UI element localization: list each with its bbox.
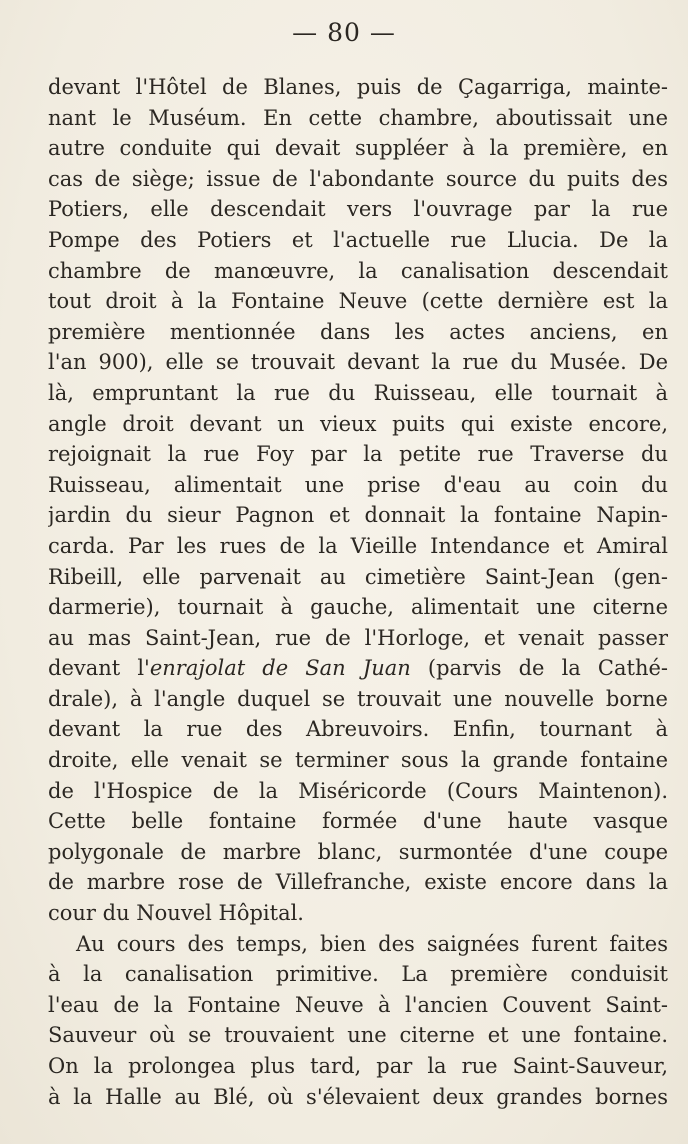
text-line: à la canalisation primitive. La première conduisit: [48, 962, 668, 987]
text-line: là, empruntant la rue du Ruisseau, elle tournait à: [48, 380, 668, 405]
text-line: droite, elle venait se terminer sous la grande fontaine: [48, 748, 668, 773]
text-line: rejoignait la rue Foy par la petite rue Traverse du: [48, 442, 668, 467]
text-line: de l'Hospice de la Miséricorde (Cours Maintenon).: [48, 778, 668, 803]
text-line: darmerie), tournait à gauche, alimentait une citerne: [48, 595, 668, 620]
body-text: [48, 72, 668, 1112]
italic-term: enrajolat de San Juan: [149, 656, 411, 681]
text-line: chambre de manœuvre, la canalisation descendait: [48, 258, 668, 283]
text-line: cas de siège; issue de l'abondante source du puits des: [48, 166, 668, 191]
text-line: Ruisseau, alimentait une prise d'eau au coin du: [48, 472, 668, 497]
text-segment: (parvis de la Cathé-: [410, 656, 668, 681]
text-line: Pompe des Potiers et l'actuelle rue Llucia. De la: [48, 227, 668, 252]
text-line: drale), à l'angle duquel se trouvait une nouvelle borne: [48, 686, 668, 711]
text-line: devant l'Hôtel de Blanes, puis de Çagarriga, mainte-: [48, 75, 668, 99]
text-line: à la Halle au Blé, où s'élevaient deux grandes bornes: [48, 1084, 668, 1109]
text-line: polygonale de marbre blanc, surmontée d'une coupe: [48, 839, 668, 864]
text-line: première mentionnée dans les actes anciens, en: [48, 319, 668, 344]
text-line: carda. Par les rues de la Vieille Intendance et Amiral: [48, 533, 668, 558]
text-line-with-italic: [48, 653, 668, 684]
text-line: de marbre rose de Villefranche, existe encore dans la: [48, 870, 668, 895]
text-line: angle droit devant un vieux puits qui existe encore,: [48, 411, 668, 436]
text-line: nant le Muséum. En cette chambre, aboutissait une: [48, 105, 668, 130]
text-line: au mas Saint-Jean, rue de l'Horloge, et venait passer: [48, 625, 668, 650]
paragraph-1: [48, 72, 668, 929]
text-line: On la prolongea plus tard, par la rue Saint-Sauveur,: [48, 1054, 668, 1078]
text-line: devant la rue des Abreuvoirs. Enfin, tournant à: [48, 717, 668, 742]
text-line: autre conduite qui devait suppléer à la première, en: [48, 136, 668, 161]
text-line: Au cours des temps, bien des saignées furent faites: [76, 931, 668, 956]
text-line: Cette belle fontaine formée d'une haute vasque: [48, 809, 668, 834]
page-number: — 80 —: [292, 18, 396, 47]
text-line: l'an 900), elle se trouvait devant la rue du Musée. De: [48, 350, 668, 375]
text-line: cour du Nouvel Hôpital.: [48, 901, 304, 926]
paragraph-2: [48, 929, 668, 1113]
text-line: tout droit à la Fontaine Neuve (cette dernière est la: [48, 289, 668, 314]
text-line: Sauveur où se trouvaient une citerne et une fontaine.: [48, 1023, 668, 1048]
text-line: jardin du sieur Pagnon et donnait la fontaine Napin-: [48, 503, 668, 528]
text-line: Potiers, elle descendait vers l'ouvrage par la rue: [48, 197, 668, 222]
text-segment: devant l': [48, 656, 150, 681]
text-line: l'eau de la Fontaine Neuve à l'ancien Couvent Saint-: [48, 992, 668, 1017]
text-line: Ribeill, elle parvenait au cimetière Saint-Jean (gen-: [48, 564, 668, 589]
